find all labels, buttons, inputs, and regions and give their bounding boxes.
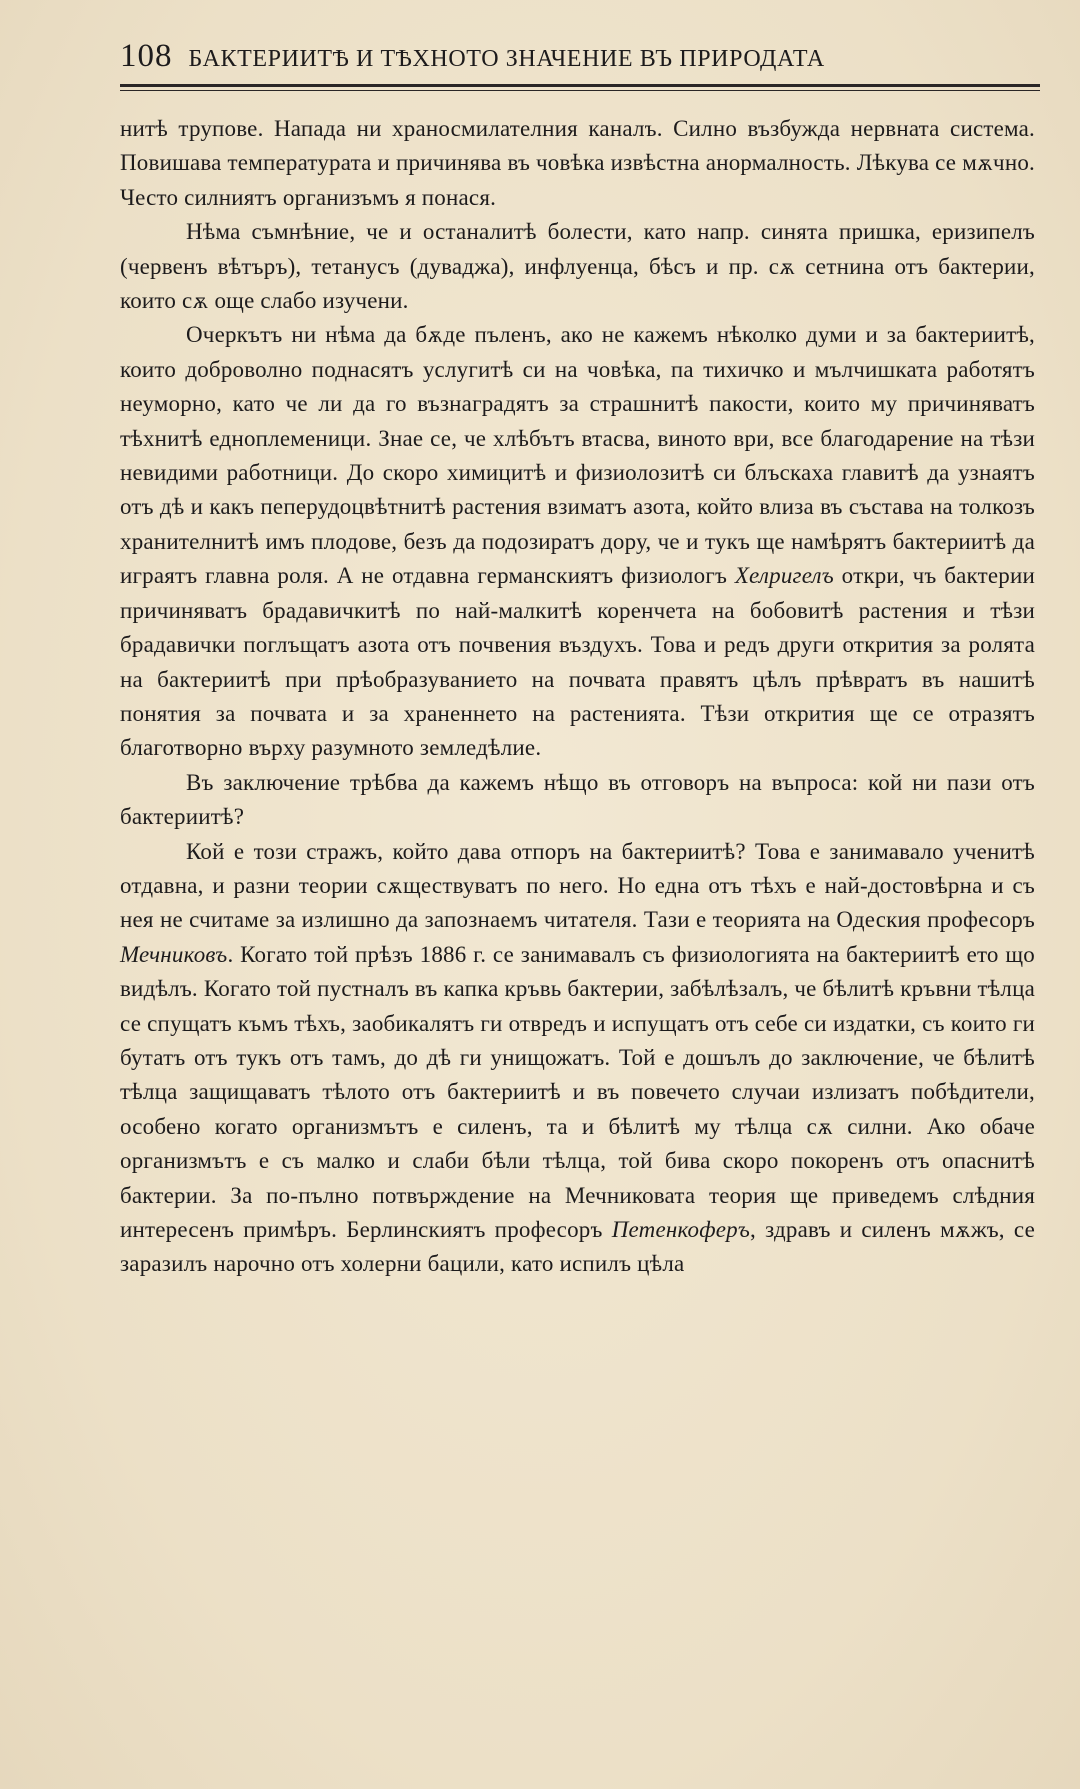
header-rule-thick bbox=[120, 84, 1040, 87]
paragraph-useful-bacteria: Очеркътъ ни нѣма да бѫде пъленъ, ако не кажемъ нѣколко думи и за бактериитѣ, които доброволно поднасятъ услугитѣ си на човѣка, па тихичко и мълчишката работятъ неуморно, като че ли да го възнаградятъ за страшнитѣ пакости, които му причиняватъ тѣхнитѣ едноплеменици. Знае се, че хлѣбътъ втасва, виното ври, все благодарение на тѣзи невидими работници. До скоро химицитѣ и физиолозитѣ си блъскаха главитѣ да узнаятъ отъ дѣ и какъ пеперудоцвѣтнитѣ растения взиматъ азота, който влиза въ състава на толкозъ хранителнитѣ имъ плодове, безъ да подозиратъ дору, че и тукъ ще намѣрятъ бактериитѣ да играятъ главна роля. А не отдавна германскиятъ физиологъ Хелригелъ откри, чъ бактерии причиняватъ брадавичкитѣ по най-малкитѣ коренчета на бобовитѣ растения и тѣзи брадавички поглъщатъ азота отъ почвения въздухъ. Това и редъ други открития за ролята на бактериитѣ при прѣобразуванието на почвата правятъ цѣлъ прѣвратъ въ нашитѣ понятия за почвата и за храненнето на растенията. Тѣзи открития ще се отразятъ благотворно върху разумното земледѣлие. bbox=[120, 322, 1035, 761]
name-metchnikoff: Мечниковъ bbox=[120, 941, 228, 967]
name-hellriegel: Хелригелъ bbox=[734, 563, 834, 589]
paragraph-metchnikoff: Кой е този стражъ, който дава отпоръ на бактериитѣ? Това е занимавало ученитѣ отдавна, и разни теории сѫществуватъ по него. Но една отъ тѣхъ е най-достовѣрна и съ нея не считаме за излишно да запознаемъ читателя. Тази е теорията на Одеския професоръ Мечниковъ. Когато той прѣзъ 1886 г. се занимавалъ съ физиологията на бактериитѣ ето що видѣлъ. Когато той пустналъ въ капка кръвь бактерии, забѣлѣзалъ, че бѣлитѣ кръвни тѣлца се спущатъ къмъ тѣхъ, заобикалятъ ги отвредъ и испущатъ отъ себе си издатки, съ които ги бутатъ отъ тукъ отъ тамъ, до дѣ ги унищожатъ. Той е дошълъ до заключение, че бѣлитѣ тѣлца защищаватъ тѣлото отъ бактериитѣ и въ повечето случаи излизатъ побѣдители, особено когато организмътъ е силенъ, та и бѣлитѣ му тѣлца сѫ силни. Ако обаче организмътъ е съ малко и слаби бѣли тѣлца, той бива скоро покоренъ отъ опаснитѣ бактерии. За по-пълно потвърждение на Мечниковата теория ще приведемъ слѣдния интересенъ примѣръ. Берлинскиятъ професоръ Петенкоферъ, здравъ и силенъ мѫжъ, се заразилъ нарочно отъ холерни бацили, като испилъ цѣла bbox=[120, 838, 1035, 1277]
paragraph-conclusion: Въ заключение трѣбва да кажемъ нѣщо въ отговоръ на въпроса: кой ни пази отъ бактериитѣ? bbox=[120, 769, 1035, 830]
body-text bbox=[120, 112, 1035, 1282]
page-number: 108 bbox=[120, 38, 173, 74]
name-pettenkofer: Петенкоферъ bbox=[611, 1217, 751, 1242]
running-title: БАКТЕРИИТѢ И ТѢХНОТО ЗНАЧЕНИЕ ВЪ ПРИРОДАТА bbox=[188, 46, 825, 72]
paragraph-continuation: нитѣ трупове. Напада ни храносмилателния каналъ. Силно възбужда нервната система. Повишава температурата и причинява въ човѣка извѣстна анормалность. Лѣкува се мѫчно. Често силниятъ организъмъ я понася. bbox=[120, 116, 1035, 210]
page-header bbox=[120, 38, 1040, 75]
paragraph-other-diseases: Нѣма съмнѣние, че и останалитѣ болести, като напр. синята пришка, еризипелъ (червенъ вѣтъръ), тетанусъ (дуваджа), инфлуенца, бѣсъ и пр. сѫ сетнина отъ бактерии, които сѫ още слабо изучени. bbox=[120, 219, 1035, 314]
header-rule-thin bbox=[120, 90, 1040, 91]
